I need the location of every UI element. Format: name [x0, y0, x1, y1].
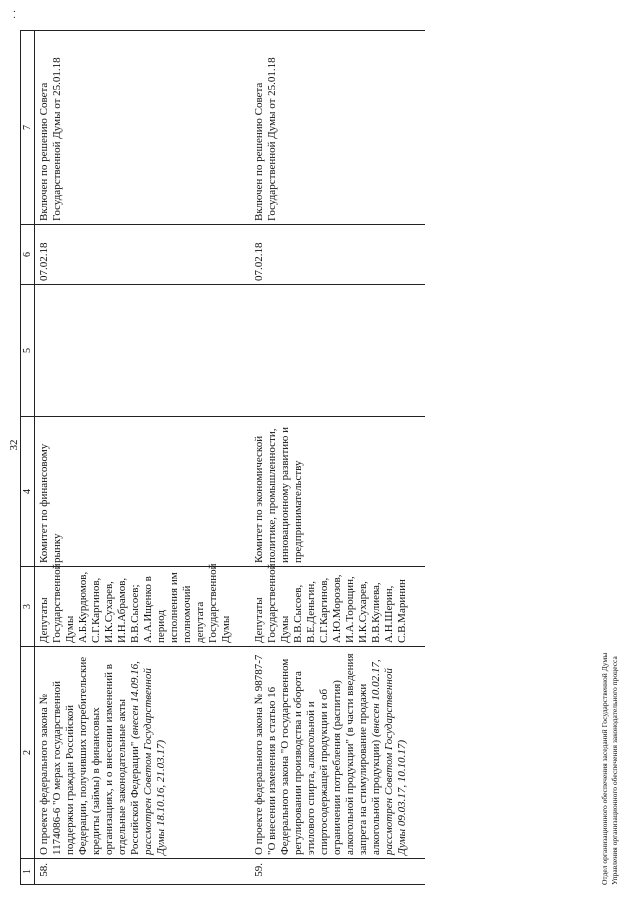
bill-title: О проекте федерального закона № 98787-7 "О внесении изменения в статью 16 Федерального закона "О государственном регулировании производства и оборота этилового спирта, алкогольной и спиртосодержащей продукции и об ограничении потребления (распития) алкогольной продукции" (в части введения запрета на стимулирование продажи алкогольной продукции): [253, 653, 382, 855]
stray-marks: · ·: [10, 9, 21, 19]
col5-cell: [35, 285, 250, 417]
bill-title-cell: [249, 647, 425, 859]
footer-line-2: Управления организационного обеспечения законодательного процесса: [610, 656, 619, 885]
table-row: [249, 31, 425, 885]
inclusion-status: Включен по решению Совета Государственной Думы от 25.01.18: [35, 31, 250, 225]
header-col-7: 7: [21, 31, 35, 225]
scheduled-date: 07.02.18: [35, 225, 250, 285]
header-col-3: 3: [21, 567, 35, 647]
header-col-1: 1: [21, 859, 35, 885]
inclusion-status: Включен по решению Совета Государственной Думы от 25.01.18: [249, 31, 425, 225]
footer: [600, 285, 620, 885]
header-col-6: 6: [21, 225, 35, 285]
table-header-row: [21, 31, 35, 885]
bill-submission-note: (внесен 14.09.16, рассмотрен Советом Государственной Думы 18.10.16, 21.03.17): [129, 661, 167, 855]
page-number: 32: [8, 439, 20, 451]
responsible-committee: Комитет по экономической политике, промышленности, инновационному развитию и предпринимательству: [249, 417, 425, 567]
bill-authors: Депутаты Государственной Думы А.Б.Курдюмов, С.Г.Каргинов, И.К.Сухарев, И.Н.Абрамов, В.В.Сысоев; А.А.Ищенко в период исполнения им полномочий депутата Государственной Думы: [35, 567, 250, 647]
scheduled-date: 07.02.18: [249, 225, 425, 285]
footer-line-1: Отдел организационного обеспечения заседаний Государственной Думы: [600, 652, 609, 885]
bill-title: О проекте федерального закона № 1174086-6 "О мерах государственной поддержки граждан Российской Федерации, получивших потребительские кредиты (займы) в финансовых организациях, и о внесении изменений в отдельные законодательные акты Российской Федерации": [38, 656, 141, 855]
header-col-5: 5: [21, 285, 35, 417]
bills-table: [20, 30, 425, 885]
header-col-4: 4: [21, 417, 35, 567]
responsible-committee: Комитет по финансовому рынку: [35, 417, 250, 567]
col5-cell: [249, 285, 425, 417]
bill-authors: Депутаты Государственной Думы В.В.Сысоев, В.Е.Деньгин, С.Г.Каргинов, А.Ю.Морозов, И.А.Торощин, И.К.Сухарев, В.В.Кулиева, А.Н.Шерин, С.В.Маринин: [249, 567, 425, 647]
row-number: 59.: [249, 859, 425, 885]
header-col-2: 2: [21, 647, 35, 859]
bill-submission-note: (внесен 10.02.17, рассмотрен Советом Государственной Думы 09.03.17, 10.10.17): [370, 659, 408, 855]
row-number: 58.: [35, 859, 250, 885]
table-row: [35, 31, 250, 885]
bill-title-cell: [35, 647, 250, 859]
